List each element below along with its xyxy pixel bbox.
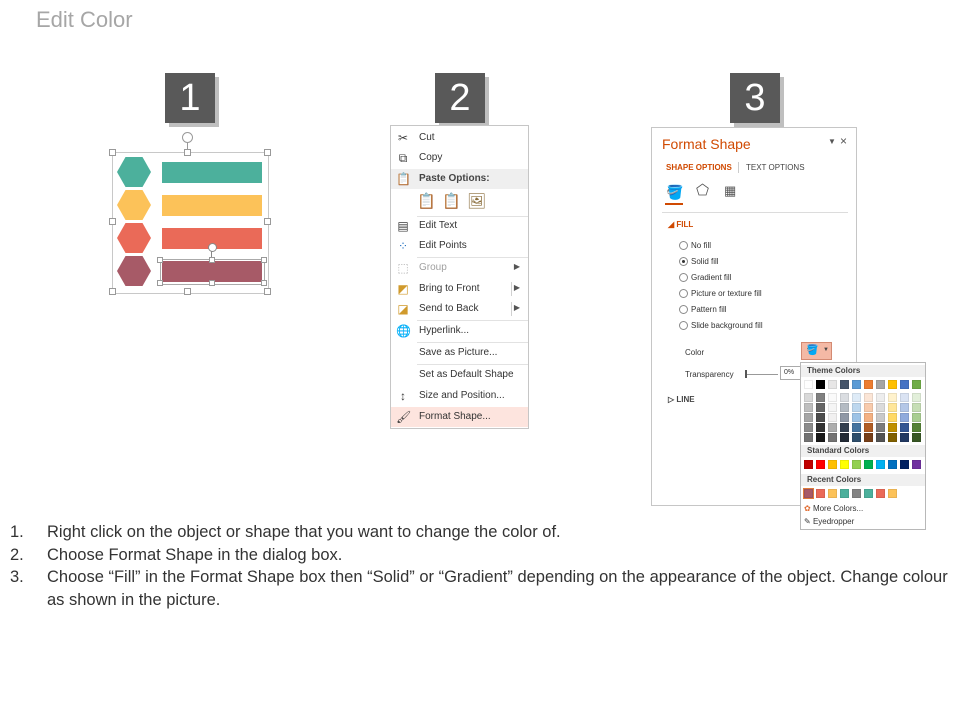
size-properties-tab-icon[interactable]: ▦	[724, 183, 737, 198]
recent-color-swatch[interactable]	[888, 489, 897, 498]
color-wheel-icon: ✿	[804, 504, 811, 513]
fill-line-tab-icon[interactable]: 🪣	[666, 184, 684, 200]
theme-color-swatch[interactable]	[912, 423, 921, 432]
tab-shape-options[interactable]: SHAPE OPTIONS	[666, 163, 732, 172]
paint-bucket-icon: 🪣	[806, 345, 819, 356]
theme-color-swatch[interactable]	[840, 393, 849, 402]
theme-color-swatch[interactable]	[900, 380, 909, 389]
theme-color-swatch[interactable]	[900, 403, 909, 412]
menu-item-copy[interactable]: ⧉ Copy	[391, 148, 528, 168]
resize-handle[interactable]	[184, 149, 191, 156]
instruction-item: 3. Choose “Fill” in the Format Shape box then “Solid” or “Gradient” depending on the appearance of the object. Change colour as shown in the picture.	[10, 568, 948, 609]
theme-color-swatch[interactable]	[840, 380, 849, 389]
theme-color-swatch[interactable]	[912, 380, 921, 389]
submenu-arrow-icon[interactable]: ▶	[513, 303, 520, 312]
edit-points-icon: ⁘	[397, 239, 409, 253]
recent-colors-grid	[804, 489, 926, 499]
theme-color-swatch[interactable]	[816, 423, 825, 432]
clipboard-icon: 📋	[396, 172, 411, 186]
theme-color-swatch[interactable]	[840, 433, 849, 442]
theme-color-swatch[interactable]	[876, 393, 885, 402]
scissors-icon: ✂	[397, 131, 409, 145]
recent-colors-header: Recent Colors	[801, 474, 925, 486]
instructions-list	[10, 521, 950, 611]
theme-color-swatch[interactable]	[828, 380, 837, 389]
theme-color-swatch[interactable]	[900, 423, 909, 432]
more-colors-option[interactable]: ✿ More Colors...	[804, 504, 864, 513]
theme-color-swatch[interactable]	[912, 413, 921, 422]
theme-color-swatch[interactable]	[912, 393, 921, 402]
radio-solid-fill[interactable]	[679, 257, 688, 266]
resize-handle[interactable]	[261, 280, 267, 286]
theme-color-swatch[interactable]	[804, 393, 813, 402]
submenu-arrow-icon: ▶	[513, 262, 520, 271]
theme-color-swatch[interactable]	[852, 423, 861, 432]
resize-handle[interactable]	[209, 280, 215, 286]
tab-text-options[interactable]: TEXT OPTIONS	[746, 163, 805, 172]
recent-color-swatch[interactable]	[804, 489, 813, 498]
menu-item-paste-options: 📋 Paste Options:	[391, 169, 528, 189]
effects-tab-icon[interactable]: ⬠	[696, 182, 710, 199]
theme-color-swatch[interactable]	[888, 380, 897, 389]
page-title: Edit Color	[36, 7, 133, 32]
label-slide-background-fill: Slide background fill	[691, 321, 763, 330]
theme-color-swatch[interactable]	[816, 413, 825, 422]
label-pattern-fill: Pattern fill	[691, 305, 727, 314]
theme-color-swatch[interactable]	[852, 380, 861, 389]
context-menu	[390, 125, 529, 429]
theme-color-swatch[interactable]	[828, 403, 837, 412]
theme-colors-grid	[804, 380, 926, 442]
resize-handle[interactable]	[261, 257, 267, 263]
format-shape-icon: 🖌	[396, 410, 412, 424]
resize-handle[interactable]	[157, 280, 163, 286]
label-no-fill: No fill	[691, 241, 712, 250]
theme-color-swatch[interactable]	[804, 403, 813, 412]
standard-color-swatch[interactable]	[888, 460, 897, 469]
theme-color-swatch[interactable]	[840, 403, 849, 412]
menu-item-edit-text[interactable]: ▤ Edit Text	[397, 219, 458, 233]
copy-icon: ⧉	[398, 151, 408, 165]
close-icon[interactable]: ×	[840, 134, 848, 148]
line-section-header[interactable]: ▷ LINE	[668, 395, 695, 404]
theme-color-swatch[interactable]	[852, 413, 861, 422]
standard-colors-grid	[804, 460, 926, 470]
theme-color-swatch[interactable]	[900, 393, 909, 402]
radio-gradient-fill[interactable]	[679, 273, 688, 282]
resize-handle[interactable]	[157, 257, 163, 263]
hyperlink-icon: 🌐	[396, 324, 411, 338]
theme-color-swatch[interactable]	[888, 413, 897, 422]
theme-color-swatch[interactable]	[888, 403, 897, 412]
paste-keep-formatting-icon[interactable]: 📋	[417, 193, 436, 210]
theme-color-swatch[interactable]	[864, 433, 873, 442]
menu-item-save-as-picture[interactable]: Save as Picture...	[419, 347, 498, 358]
label-picture-fill: Picture or texture fill	[691, 289, 762, 298]
menu-item-set-default-shape[interactable]: Set as Default Shape	[419, 369, 514, 380]
theme-color-swatch[interactable]	[828, 423, 837, 432]
theme-color-swatch[interactable]	[900, 433, 909, 442]
menu-item-group: ⬚ Group ▶	[397, 261, 520, 275]
theme-color-swatch[interactable]	[804, 413, 813, 422]
color-palette-dropdown	[800, 362, 926, 530]
transparency-label: Transparency	[685, 370, 734, 379]
theme-color-swatch[interactable]	[804, 423, 813, 432]
recent-color-swatch[interactable]	[840, 489, 849, 498]
radio-pattern-fill[interactable]	[679, 305, 688, 314]
edit-text-icon: ▤	[397, 219, 409, 233]
theme-color-swatch[interactable]	[912, 433, 921, 442]
paste-picture-icon[interactable]: 🖼	[467, 193, 487, 210]
paste-destination-theme-icon[interactable]: 📋	[442, 193, 461, 210]
resize-handle[interactable]	[209, 257, 215, 263]
pane-options-dropdown-icon[interactable]: ▼	[828, 137, 836, 146]
theme-color-swatch[interactable]	[816, 433, 825, 442]
transparency-slider[interactable]	[746, 374, 778, 375]
recent-color-swatch[interactable]	[828, 489, 837, 498]
theme-color-swatch[interactable]	[852, 403, 861, 412]
standard-color-swatch[interactable]	[876, 460, 885, 469]
transparency-slider-thumb[interactable]	[745, 370, 747, 378]
theme-color-swatch[interactable]	[840, 413, 849, 422]
resize-handle[interactable]	[184, 288, 191, 295]
theme-color-swatch[interactable]	[816, 380, 825, 389]
resize-handle[interactable]	[109, 149, 116, 156]
instruction-item: 2. Choose Format Shape in the dialog box.	[10, 545, 343, 564]
radio-picture-fill[interactable]	[679, 289, 688, 298]
theme-color-swatch[interactable]	[828, 393, 837, 402]
theme-color-swatch[interactable]	[888, 433, 897, 442]
resize-handle[interactable]	[109, 288, 116, 295]
instruction-item: 1. Right click on the object or shape that you want to change the color of.	[10, 523, 561, 541]
theme-color-swatch[interactable]	[864, 403, 873, 412]
resize-handle[interactable]	[264, 149, 271, 156]
bar-shape-2[interactable]	[162, 195, 262, 216]
step-badge-1: 1	[165, 73, 215, 123]
color-picker-button[interactable]	[801, 342, 832, 360]
radio-slide-background-fill[interactable]	[679, 321, 688, 330]
theme-color-swatch[interactable]	[804, 380, 813, 389]
standard-color-swatch[interactable]	[852, 460, 861, 469]
theme-color-swatch[interactable]	[876, 423, 885, 432]
theme-color-swatch[interactable]	[804, 433, 813, 442]
menu-item-edit-points[interactable]: ⁘ Edit Points	[397, 239, 467, 253]
menu-item-size-and-position[interactable]: ↕ Size and Position...	[391, 386, 528, 406]
theme-color-swatch[interactable]	[876, 380, 885, 389]
theme-color-swatch[interactable]	[816, 403, 825, 412]
color-label: Color	[685, 348, 705, 357]
standard-color-swatch[interactable]	[912, 460, 921, 469]
standard-color-swatch[interactable]	[804, 460, 813, 469]
theme-color-swatch[interactable]	[852, 393, 861, 402]
menu-item-hyperlink[interactable]: 🌐 Hyperlink...	[396, 324, 470, 338]
inner-rotation-handle-icon[interactable]	[208, 243, 217, 252]
step-badge-2: 2	[435, 73, 485, 123]
rotation-handle-icon[interactable]	[182, 132, 193, 143]
recent-color-swatch[interactable]	[864, 489, 873, 498]
menu-item-bring-to-front[interactable]: ◩ Bring to Front ▶	[397, 282, 520, 296]
resize-handle[interactable]	[109, 218, 116, 225]
standard-color-swatch[interactable]	[840, 460, 849, 469]
bring-to-front-icon: ◩	[397, 282, 409, 296]
eyedropper-icon: ✎	[804, 517, 811, 526]
standard-color-swatch[interactable]	[900, 460, 909, 469]
standard-color-swatch[interactable]	[816, 460, 825, 469]
standard-colors-header: Standard Colors	[801, 445, 925, 457]
group-icon: ⬚	[397, 261, 409, 275]
standard-color-swatch[interactable]	[864, 460, 873, 469]
standard-color-swatch[interactable]	[828, 460, 837, 469]
submenu-arrow-icon[interactable]: ▶	[513, 283, 520, 292]
recent-color-swatch[interactable]	[816, 489, 825, 498]
dropdown-arrow-icon: ▼	[823, 347, 829, 353]
theme-color-swatch[interactable]	[840, 423, 849, 432]
theme-color-swatch[interactable]	[816, 393, 825, 402]
menu-item-format-shape[interactable]: 🖌 Format Shape...	[391, 407, 528, 427]
recent-color-swatch[interactable]	[876, 489, 885, 498]
active-tab-indicator	[665, 203, 683, 205]
theme-color-swatch[interactable]	[900, 413, 909, 422]
recent-color-swatch[interactable]	[852, 489, 861, 498]
theme-color-swatch[interactable]	[864, 413, 873, 422]
theme-colors-header: Theme Colors	[801, 365, 925, 377]
theme-color-swatch[interactable]	[912, 403, 921, 412]
resize-handle[interactable]	[264, 218, 271, 225]
theme-color-swatch[interactable]	[888, 423, 897, 432]
size-position-icon: ↕	[400, 389, 406, 403]
theme-color-swatch[interactable]	[864, 393, 873, 402]
theme-color-swatch[interactable]	[828, 413, 837, 422]
theme-color-swatch[interactable]	[864, 423, 873, 432]
theme-color-swatch[interactable]	[876, 433, 885, 442]
theme-color-swatch[interactable]	[828, 433, 837, 442]
theme-color-swatch[interactable]	[876, 413, 885, 422]
paste-option-buttons	[417, 191, 497, 213]
menu-item-cut[interactable]: ✂ Cut	[397, 131, 435, 145]
resize-handle[interactable]	[264, 288, 271, 295]
label-solid-fill: Solid fill	[691, 257, 719, 266]
send-to-back-icon: ◪	[397, 302, 409, 316]
pane-title: Format Shape	[662, 136, 751, 152]
bar-shape-1[interactable]	[162, 162, 262, 183]
theme-color-swatch[interactable]	[876, 403, 885, 412]
fill-section-header[interactable]: ◢ FILL	[668, 220, 694, 229]
label-gradient-fill: Gradient fill	[691, 273, 732, 282]
step-badge-3: 3	[730, 73, 780, 123]
shape-group-example[interactable]	[105, 130, 275, 300]
radio-no-fill[interactable]	[679, 241, 688, 250]
menu-item-send-to-back[interactable]: ◪ Send to Back ▶	[397, 302, 520, 316]
theme-color-swatch[interactable]	[852, 433, 861, 442]
theme-color-swatch[interactable]	[888, 393, 897, 402]
eyedropper-option[interactable]: ✎ Eyedropper	[804, 517, 855, 526]
theme-color-swatch[interactable]	[864, 380, 873, 389]
transparency-input[interactable]: 0%	[780, 366, 802, 380]
